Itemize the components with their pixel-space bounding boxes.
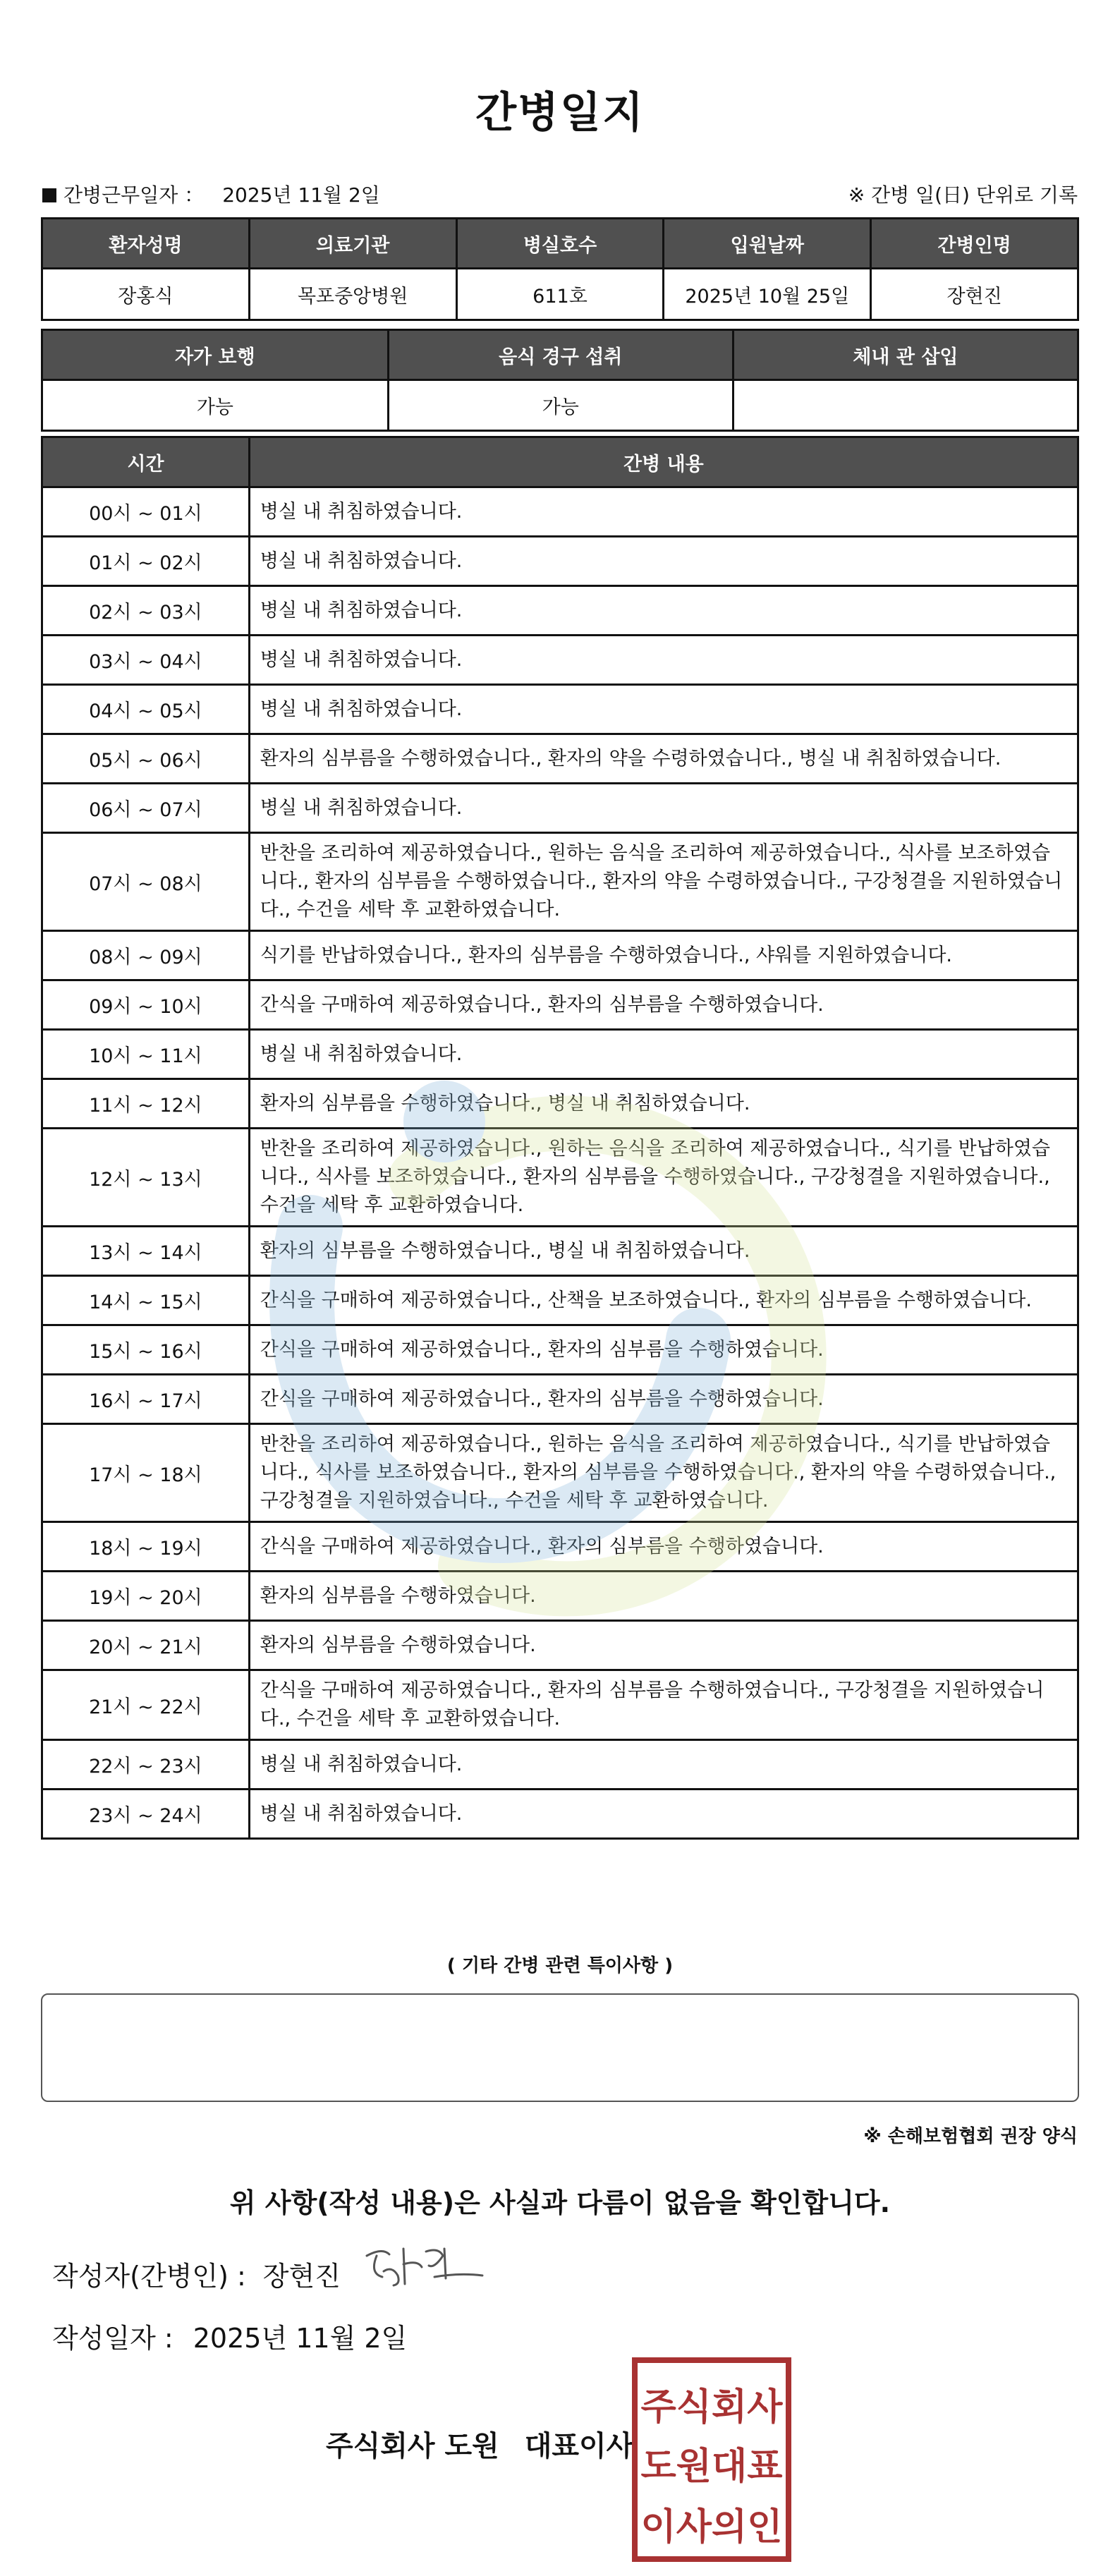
patient-status-header-row — [42, 330, 1078, 380]
log-time: 10시 ~ 11시 — [42, 1030, 250, 1079]
log-content: 병실 내 취침하였습니다. — [249, 1790, 1078, 1839]
care-log-row — [42, 1375, 1078, 1424]
log-time: 04시 ~ 05시 — [42, 685, 250, 734]
header-hospital: 의료기관 — [249, 219, 456, 269]
patient-info-table — [41, 217, 1079, 321]
care-log-row — [42, 833, 1078, 931]
care-log-row — [42, 487, 1078, 537]
seal-text-line: 이사의인 — [640, 2506, 783, 2548]
patient-status-table — [41, 329, 1079, 432]
log-time: 23시 ~ 24시 — [42, 1790, 250, 1839]
work-date-value: 2025년 11월 2일 — [222, 183, 380, 207]
log-content: 병실 내 취침하였습니다. — [249, 1030, 1078, 1079]
log-time: 08시 ~ 09시 — [42, 931, 250, 980]
log-content: 반찬을 조리하여 제공하였습니다., 원하는 음식을 조리하여 제공하였습니다., 식사를 보조하였습니다., 환자의 심부름을 수행하였습니다., 환자의 약을 수령하였습니다., 구강청결을 지원하였습니다., 수건을 세탁 후 교환하였습니다. — [249, 833, 1078, 931]
oral-intake-value: 가능 — [388, 380, 733, 431]
log-time: 16시 ~ 17시 — [42, 1375, 250, 1424]
care-log-row — [42, 1621, 1078, 1670]
room-number: 611호 — [456, 269, 664, 320]
care-log-row — [42, 734, 1078, 784]
written-date-label: 작성일자 : — [52, 2323, 174, 2354]
work-date — [42, 180, 380, 208]
header-time: 시간 — [42, 437, 250, 487]
header-tube-insertion: 체내 관 삽입 — [733, 330, 1078, 380]
log-time: 20시 ~ 21시 — [42, 1621, 250, 1670]
confirmation-statement: 위 사항(작성 내용)은 사실과 다름이 없음을 확인합니다. — [229, 2187, 891, 2218]
writer-label: 작성자(간병인) : — [52, 2261, 246, 2292]
care-log-row — [42, 1790, 1078, 1839]
special-notes-box — [41, 1993, 1079, 2102]
hospital-name: 목포중앙병원 — [249, 269, 456, 320]
patient-status-value-row — [42, 380, 1078, 431]
care-log-row — [42, 1572, 1078, 1621]
care-log-row — [42, 1740, 1078, 1790]
log-time: 03시 ~ 04시 — [42, 636, 250, 685]
log-time: 19시 ~ 20시 — [42, 1572, 250, 1621]
log-time: 18시 ~ 19시 — [42, 1522, 250, 1572]
care-log-row — [42, 1276, 1078, 1325]
log-content: 병실 내 취침하였습니다. — [249, 636, 1078, 685]
care-log-row — [42, 1079, 1078, 1129]
log-content: 반찬을 조리하여 제공하였습니다., 원하는 음식을 조리하여 제공하였습니다., 식기를 반납하였습니다., 식사를 보조하였습니다., 환자의 심부름을 수행하였습니다., 구강청결을 지원하였습니다., 수건을 세탁 후 교환하였습니다. — [249, 1129, 1078, 1227]
log-content: 간식을 구매하여 제공하였습니다., 환자의 심부름을 수행하였습니다. — [249, 1522, 1078, 1572]
log-time: 14시 ~ 15시 — [42, 1276, 250, 1325]
writer-line — [52, 2254, 341, 2293]
insurance-association-note: ※ 손해보험협회 권장 양식 — [863, 2126, 1078, 2147]
log-time: 21시 ~ 22시 — [42, 1670, 250, 1740]
log-content: 환자의 심부름을 수행하였습니다. — [249, 1621, 1078, 1670]
company-signoff — [326, 2424, 633, 2464]
handwritten-signature-icon — [361, 2235, 488, 2298]
square-bullet-icon — [42, 188, 56, 202]
care-log-row — [42, 931, 1078, 980]
log-content: 병실 내 취침하였습니다. — [249, 586, 1078, 636]
care-log-row — [42, 1227, 1078, 1276]
log-content: 병실 내 취침하였습니다. — [249, 537, 1078, 586]
log-time: 07시 ~ 08시 — [42, 833, 250, 931]
log-time: 12시 ~ 13시 — [42, 1129, 250, 1227]
company-representative: 대표이사 — [524, 2430, 634, 2462]
document-title: 간병일지 — [475, 88, 645, 138]
special-notes-title: ( 기타 간병 관련 특이사항 ) — [446, 1955, 674, 1976]
care-log-row — [42, 1424, 1078, 1522]
seal-text-line: 주식회사 — [640, 2386, 783, 2429]
writer-name: 장현진 — [262, 2261, 341, 2292]
seal-text-line: 도원대표 — [640, 2446, 783, 2488]
header-admission-date: 입원날짜 — [664, 219, 871, 269]
header-room-number: 병실호수 — [456, 219, 664, 269]
company-seal-stamp-icon — [632, 2357, 791, 2562]
written-date-value: 2025년 11월 2일 — [193, 2323, 408, 2354]
log-time: 17시 ~ 18시 — [42, 1424, 250, 1522]
daily-record-note: ※ 간병 일(日) 단위로 기록 — [848, 183, 1078, 207]
log-content: 간식을 구매하여 제공하였습니다., 환자의 심부름을 수행하였습니다. — [249, 1375, 1078, 1424]
log-content: 환자의 심부름을 수행하였습니다. — [249, 1572, 1078, 1621]
log-content: 간식을 구매하여 제공하였습니다., 환자의 심부름을 수행하였습니다. — [249, 1325, 1078, 1375]
care-log-row — [42, 980, 1078, 1030]
patient-info-value-row — [42, 269, 1078, 320]
log-content: 병실 내 취침하였습니다. — [249, 1740, 1078, 1790]
care-log-header-row — [42, 437, 1078, 487]
log-content: 환자의 심부름을 수행하였습니다., 병실 내 취침하였습니다. — [249, 1227, 1078, 1276]
log-time: 05시 ~ 06시 — [42, 734, 250, 784]
care-log-table — [41, 436, 1079, 1840]
log-time: 01시 ~ 02시 — [42, 537, 250, 586]
caregiver-name: 장현진 — [871, 269, 1078, 320]
care-log-row — [42, 685, 1078, 734]
log-time: 15시 ~ 16시 — [42, 1325, 250, 1375]
care-log-row — [42, 1670, 1078, 1740]
care-log-row — [42, 1129, 1078, 1227]
admission-date: 2025년 10월 25일 — [664, 269, 871, 320]
log-content: 식기를 반납하였습니다., 환자의 심부름을 수행하였습니다., 샤워를 지원하였습니다. — [249, 931, 1078, 980]
patient-info-header-row — [42, 219, 1078, 269]
care-log-row — [42, 586, 1078, 636]
log-content: 환자의 심부름을 수행하였습니다., 환자의 약을 수령하였습니다., 병실 내 취침하였습니다. — [249, 734, 1078, 784]
log-content: 병실 내 취침하였습니다. — [249, 487, 1078, 537]
log-content: 반찬을 조리하여 제공하였습니다., 원하는 음식을 조리하여 제공하였습니다., 식기를 반납하였습니다., 식사를 보조하였습니다., 환자의 심부름을 수행하였습니다., 환자의 약을 수령하였습니다., 구강청결을 지원하였습니다., 수건을 세탁 후 교환하였습니다. — [249, 1424, 1078, 1522]
care-log-body — [42, 487, 1078, 1839]
header-patient-name: 환자성명 — [42, 219, 250, 269]
care-log-row — [42, 537, 1078, 586]
care-log-row — [42, 784, 1078, 833]
log-content: 병실 내 취침하였습니다. — [249, 685, 1078, 734]
written-date-line — [52, 2316, 407, 2355]
log-content: 간식을 구매하여 제공하였습니다., 환자의 심부름을 수행하였습니다. — [249, 980, 1078, 1030]
log-content: 병실 내 취침하였습니다. — [249, 784, 1078, 833]
log-time: 09시 ~ 10시 — [42, 980, 250, 1030]
care-log-row — [42, 1522, 1078, 1572]
log-content: 환자의 심부름을 수행하였습니다., 병실 내 취침하였습니다. — [249, 1079, 1078, 1129]
header-oral-intake: 음식 경구 섭취 — [388, 330, 733, 380]
header-caregiver-name: 간병인명 — [871, 219, 1078, 269]
log-time: 22시 ~ 23시 — [42, 1740, 250, 1790]
log-content: 간식을 구매하여 제공하였습니다., 산책을 보조하였습니다., 환자의 심부름을 수행하였습니다. — [249, 1276, 1078, 1325]
care-log-row — [42, 636, 1078, 685]
company-name: 주식회사 도원 — [326, 2430, 499, 2462]
work-date-label: 간병근무일자 ： — [63, 183, 205, 207]
log-time: 11시 ~ 12시 — [42, 1079, 250, 1129]
log-time: 00시 ~ 01시 — [42, 487, 250, 537]
care-log-row — [42, 1325, 1078, 1375]
header-care-content: 간병 내용 — [249, 437, 1078, 487]
care-log-row — [42, 1030, 1078, 1079]
log-content: 간식을 구매하여 제공하였습니다., 환자의 심부름을 수행하였습니다., 구강청결을 지원하였습니다., 수건을 세탁 후 교환하였습니다. — [249, 1670, 1078, 1740]
header-self-walking: 자가 보행 — [42, 330, 389, 380]
log-time: 02시 ~ 03시 — [42, 586, 250, 636]
patient-name: 장홍식 — [42, 269, 250, 320]
log-time: 06시 ~ 07시 — [42, 784, 250, 833]
self-walking-value: 가능 — [42, 380, 389, 431]
log-time: 13시 ~ 14시 — [42, 1227, 250, 1276]
tube-insertion-value — [733, 380, 1078, 431]
